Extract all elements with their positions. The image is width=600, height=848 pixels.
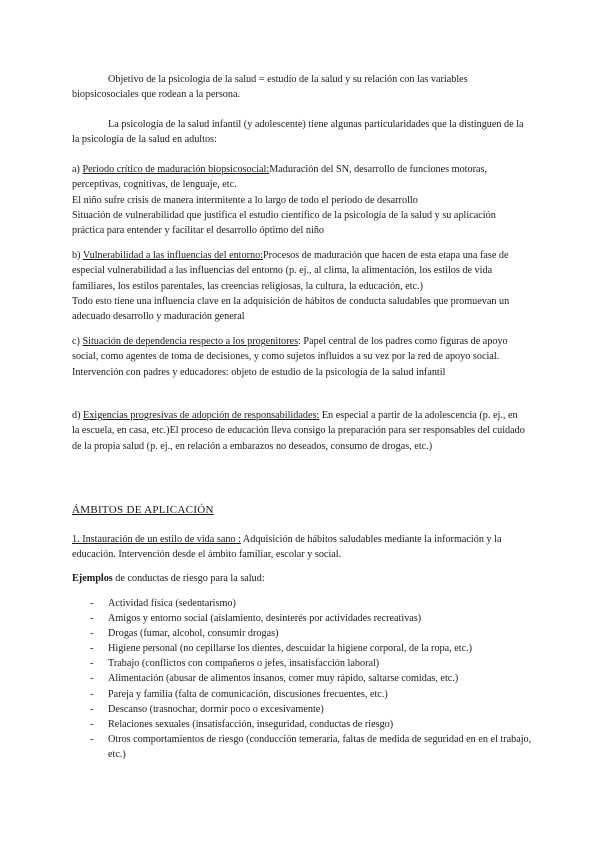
list-item: [72, 732, 532, 762]
section-c-title: Situación de dependencia respecto a los progenitores: [82, 336, 299, 347]
list-item: [72, 702, 532, 717]
list-item: [72, 717, 532, 732]
list-item-text: Relaciones sexuales (insatisfacción, inseguridad, conductas de riesgo): [108, 718, 394, 730]
section-a-prefix: a): [72, 164, 83, 175]
list-item-text: Drogas (fumar, alcohol, consumir drogas): [108, 628, 279, 640]
list-item: [72, 611, 532, 626]
list-item-text: Alimentación (abusar de alimentos insanos, comer muy rápido, saltarse comidas, etc.): [108, 673, 459, 685]
section-b: [72, 248, 527, 324]
section-a-line2: El niño sufre crisis de manera intermitente a lo largo de todo el periodo de desarrollo: [72, 194, 418, 206]
ejemplos-line: [72, 571, 527, 586]
section-heading-ambitos: ÁMBITOS DE APLICACIÓN: [72, 504, 214, 516]
section-b-text: Procesos de maduración que hacen de esta etapa una fase de especial vulnerabilidad a las influencias del entorno (p. ej., al clima, la alimentación, los estilos de vida familiares, los estilos parentales, las creencias religiosas, la cultura, la educación, etc.): [72, 250, 509, 292]
section-c-prefix: c): [72, 336, 83, 347]
paragraph-objetivo: Objetivo de la psicología de la salud = estudio de la salud y su relación con las variables biopsicosociales que rodean a la persona.: [72, 74, 468, 101]
item-1-text: Adquisición de hábitos saludables mediante la información y la educación. Intervención desde el ámbito familiar, escolar y social.: [72, 534, 502, 561]
dash-bullet: -: [90, 718, 94, 730]
section-c: [72, 334, 527, 380]
list-item-text: Amigos y entorno social (aislamiento, desinterés por actividades recreativas): [108, 613, 422, 625]
dash-bullet: -: [90, 733, 94, 745]
section-a-text: Maduración del SN, desarrollo de funciones motoras, perceptivas, cognitivas, de lenguaje, etc.: [72, 164, 488, 191]
section-d-text: En especial a partir de la adolescencia (p. ej., en la escuela, en casa, etc.)El proceso de educación lleva consigo la preparación para ser responsables del cuidado de la propia salud (p. ej., en relación a embarazos no deseados, consumo de drogas, etc.): [72, 410, 525, 452]
ejemplos-bold: Ejemplos: [72, 573, 113, 584]
section-b-line2: Todo esto tiene una influencia clave en la adquisición de hábitos de conducta saludables que promuevan un adecuado desarrollo y maduración general: [72, 295, 510, 323]
dash-bullet: -: [90, 598, 94, 609]
section-c-text: : Papel central de los padres como figuras de apoyo social, como agentes de toma de decisiones, y como sujetos influidos a su vez por la red de apoyo social.: [72, 336, 508, 363]
section-c-line2: Intervención con padres y educadores: objeto de estudio de la psicología de la salud infantil: [72, 366, 446, 378]
paragraph-intro: La psicología de la salud infantil (y adolescente) tiene algunas particularidades que la distinguen de la la psicología de la salud en adultos:: [72, 119, 524, 146]
dash-bullet: -: [90, 703, 94, 715]
list-item: [72, 687, 532, 702]
list-item: [72, 596, 532, 611]
item-1: [72, 532, 527, 563]
dash-bullet: -: [90, 688, 94, 700]
ejemplos-rest: de conductas de riesgo para la salud:: [112, 573, 265, 584]
section-a-line3: Situación de vulnerabilidad que justifica el estudio científico de la psicología de la salud y su aplicación práctica para entender y facilitar el desarrollo óptimo del niño: [72, 209, 496, 237]
dash-bullet: -: [90, 643, 94, 655]
list-item-text: Trabajo (conflictos con compañeros o jefes, insatisfacción laboral): [108, 658, 380, 670]
dash-bullet: -: [90, 613, 94, 625]
list-item: [72, 626, 532, 641]
section-d: [72, 408, 527, 454]
risk-behaviors-list: [72, 596, 532, 762]
dash-bullet: -: [90, 673, 94, 685]
list-item-text: Otros comportamientos de riesgo (conducción temeraria, faltas de medida de seguridad en en el trabajo, etc.): [108, 733, 532, 760]
item-1-title: 1. Instauración de un estilo de vida sano :: [72, 534, 241, 545]
list-item: [72, 656, 532, 671]
section-d-prefix: d): [72, 410, 84, 421]
list-item-text: Pareja y familia (falta de comunicación, discusiones frecuentes, etc.): [108, 688, 388, 700]
list-item-text: Descanso (trasnochar, dormir poco o excesivamente): [108, 703, 324, 715]
list-item-text: Actividad física (sedentarismo): [108, 598, 236, 609]
dash-bullet: -: [90, 628, 94, 640]
list-item: [72, 671, 532, 686]
dash-bullet: -: [90, 658, 94, 670]
section-a-title: Periodo crítico de maduración biopsicosocial:: [82, 164, 270, 175]
section-b-title: Vulnerabilidad a las influencias del entorno:: [82, 250, 264, 261]
section-d-title: Exigencias progresivas de adopción de responsabilidades:: [83, 410, 320, 421]
section-a: [72, 162, 527, 238]
section-b-prefix: b): [72, 250, 83, 261]
list-item-text: Higiene personal (no cepillarse los dientes, descuidar la higiene corporal, de la ropa, etc.): [108, 643, 473, 655]
list-item: [72, 641, 532, 656]
